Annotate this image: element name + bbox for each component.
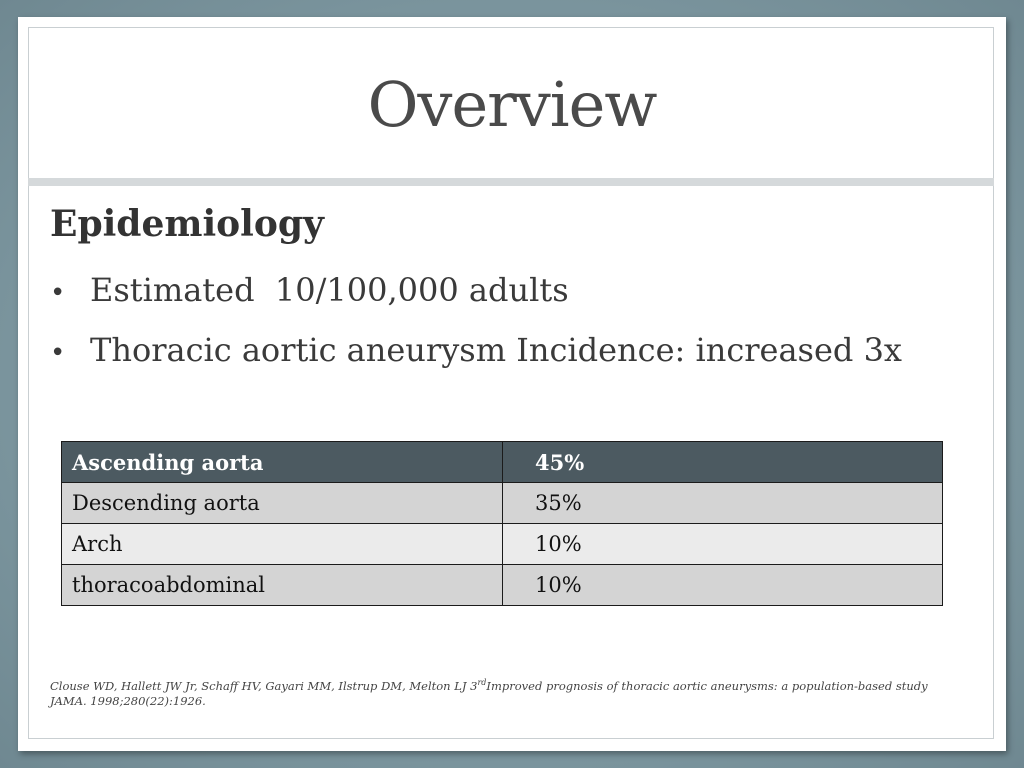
bullet-dot-icon: • <box>50 278 66 308</box>
title-area <box>18 17 1006 179</box>
bullet-text: Thoracic aortic aneurysm Incidence: increased 3x <box>90 331 902 369</box>
table-cell-label: Arch <box>62 524 503 565</box>
section-heading: Epidemiology <box>50 203 324 245</box>
citation-title: Improved prognosis of thoracic aortic aneurysms: a population-based study JAMA. 1998;280(22):1926. <box>50 678 928 708</box>
table-cell-label: thoracoabdominal <box>62 565 503 606</box>
bullet-item <box>50 271 902 309</box>
bullet-text: Estimated 10/100,000 adults <box>90 271 569 309</box>
bullet-item <box>50 331 902 369</box>
table-row <box>62 565 943 606</box>
citation-authors: Clouse WD, Hallett JW Jr, Schaff HV, Gayari MM, Ilstrup DM, Melton LJ 3 <box>50 678 478 693</box>
citation-superscript: rd <box>477 678 487 687</box>
title-divider <box>28 178 994 186</box>
table-row <box>62 524 943 565</box>
table-header-row <box>62 442 943 483</box>
slide-title: Overview <box>367 67 657 141</box>
bullet-list <box>50 271 902 391</box>
table-cell-value: 10% <box>503 565 943 606</box>
citation-footnote <box>50 675 960 709</box>
table-cell-label: Descending aorta <box>62 483 503 524</box>
table-cell-value: 10% <box>503 524 943 565</box>
table-cell-value: 45% <box>503 442 943 483</box>
table-cell-value: 35% <box>503 483 943 524</box>
table-cell-label: Ascending aorta <box>62 442 503 483</box>
aneurysm-location-table <box>61 441 943 606</box>
slide <box>18 17 1006 751</box>
table-row <box>62 483 943 524</box>
bullet-dot-icon: • <box>50 338 66 368</box>
